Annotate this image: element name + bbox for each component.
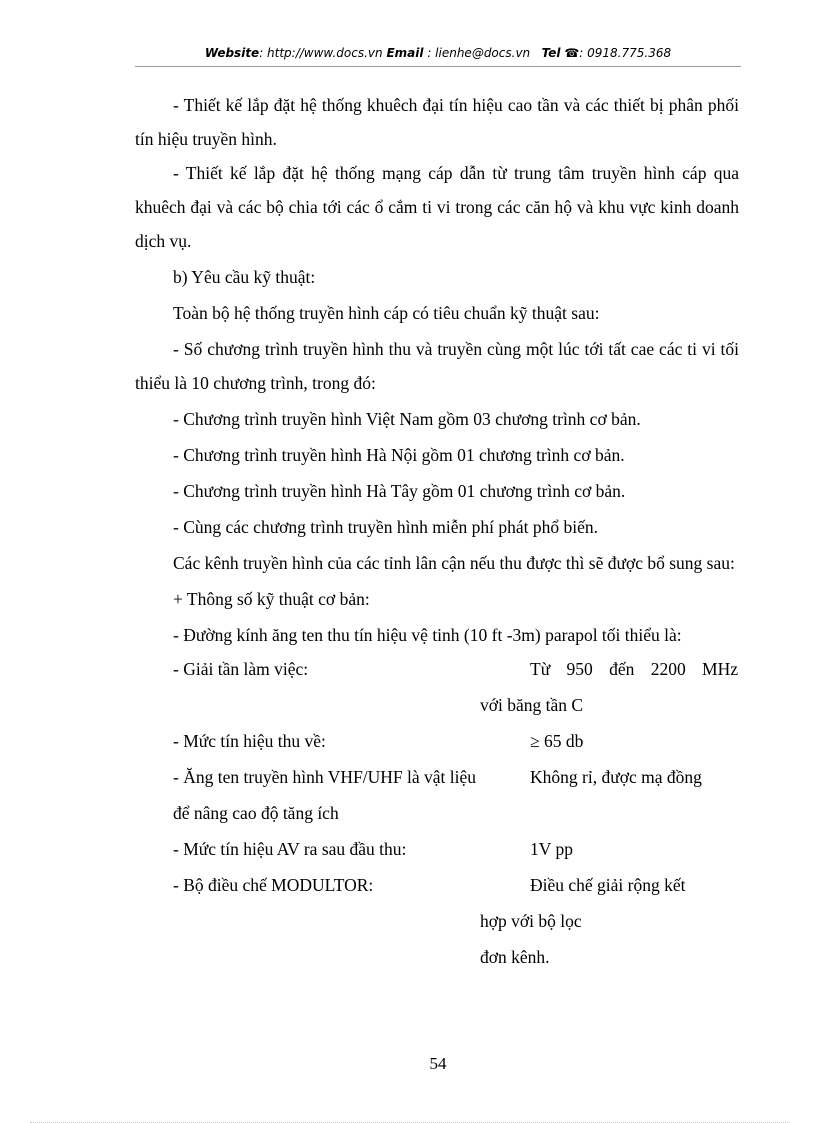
spec-value-cont: với băng tần C [480,695,584,715]
spec-continuation [135,904,739,940]
email-value: : lienhe@docs.vn [423,46,531,60]
header-divider [135,66,741,67]
document-body [135,88,739,976]
spec-label: - Giải tần làm việc: [173,659,309,679]
spec-continuation [135,940,739,976]
spec-value-cont: đơn kênh. [480,947,550,967]
spec-value: ≥ 65 db [530,731,584,751]
paragraph-4: Toàn bộ hệ thống truyền hình cáp có tiêu chuẩn kỹ thuật sau: [173,303,600,323]
spec-value: Không rỉ, được mạ đồng [530,767,702,787]
paragraph-10: Các kênh truyền hình của các tỉnh lân cận nếu thu được thì sẽ được bổ sung sau: [173,553,735,573]
spec-label-cont: để nâng cao độ tăng ích [173,803,339,823]
spec-value: 1V pp [530,839,573,859]
subheading-specs: + Thông số kỹ thuật cơ bản: [173,589,370,609]
spec-continuation [135,688,739,724]
list-item-hanoi: - Chương trình truyền hình Hà Nội gồm 01 chương trình cơ bản. [173,445,625,465]
website-value: : http://www.docs.vn [259,46,383,60]
list-item-hatay: - Chương trình truyền hình Hà Tây gồm 01 chương trình cơ bản. [173,481,626,501]
spec-value: Từ 950 đến 2200 MHz [530,659,738,679]
email-label: Email [386,46,424,60]
spec-row-modulator [135,868,739,904]
spec-row-antenna [135,760,739,796]
spec-value-cont: hợp với bộ lọc [480,911,582,931]
page-header [135,46,741,66]
spec-row-signal [135,724,739,760]
paragraph-1: - Thiết kế lắp đặt hệ thống khuêch đại tín hiệu cao tần và các thiết bị phân phối tín hiệu truyền hình. [135,95,739,149]
paragraph-2: - Thiết kế lắp đặt hệ thống mạng cáp dẫn từ trung tâm truyền hình cáp qua khuêch đại và các bộ chia tới các ổ cắm ti vi trong các căn hộ và khu vực kinh doanh dịch vụ. [135,163,739,251]
page-number: 54 [429,1054,447,1073]
spec-row-av [135,832,739,868]
list-item-free: - Cùng các chương trình truyền hình miễn phí phát phổ biến. [173,517,599,537]
spec-value: Điều chế giải rộng kết [530,875,686,895]
spec-continuation [135,796,739,832]
spec-label: - Mức tín hiệu thu về: [173,731,326,751]
paragraph-12: - Đường kính ăng ten thu tín hiệu vệ tinh (10 ft -3m) parapol tối thiểu là: [173,625,682,645]
section-heading: b) Yêu cầu kỹ thuật: [173,267,316,287]
website-label: Website [204,46,260,60]
spec-row-frequency [135,652,739,688]
spec-label: - Mức tín hiệu AV ra sau đầu thu: [173,839,407,859]
tel-value: : 0918.775.368 [579,46,672,60]
spec-label: - Ăng ten truyền hình VHF/UHF là vật liệu [173,767,476,787]
tel-label: Tel [541,46,561,60]
paragraph-5: - Số chương trình truyền hình thu và truyền cùng một lúc tới tất cae các ti vi tối thiểu là 10 chương trình, trong đó: [135,339,739,393]
list-item-vtv: - Chương trình truyền hình Việt Nam gồm 03 chương trình cơ bản. [173,409,641,429]
spec-label: - Bộ điều chế MODULTOR: [173,875,374,895]
phone-icon: ☎ [564,46,580,60]
